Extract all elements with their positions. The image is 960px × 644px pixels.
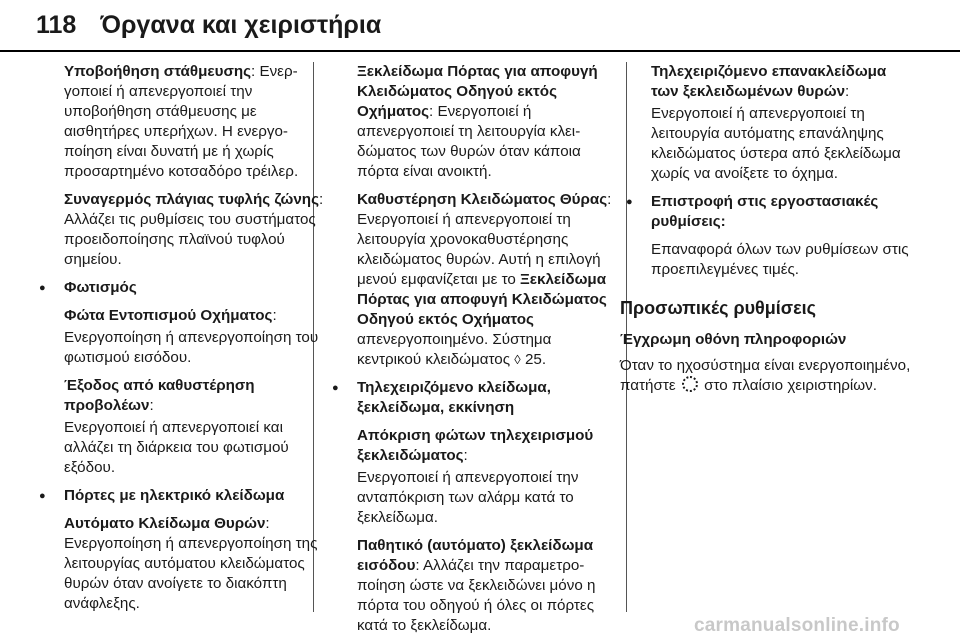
text: : xyxy=(463,447,468,464)
header-rule xyxy=(0,50,960,52)
paragraph-blind-zone xyxy=(64,190,324,270)
paragraph-delayed-door-lock xyxy=(357,190,619,370)
settings-icon xyxy=(682,376,698,392)
text: Ενεργοποίηση ή απενεργοποίηση του φωτισμού εισόδου. xyxy=(64,329,319,366)
page-header xyxy=(36,6,381,44)
term-delayed-lock: Καθυστέρηση Κλειδώματος Θύρας xyxy=(357,191,608,208)
term-exit-lighting: Έξοδος από καθυστέρηση προβολέων xyxy=(64,377,255,414)
column-1 xyxy=(64,62,324,622)
watermark: carmanualsonline.info xyxy=(694,615,900,636)
text: στο πλαίσιο χειριστηρίων. xyxy=(699,377,877,394)
text: Ενεργοποιεί ή απενεργοποιεί και αλλάζει τη διάρκεια του φωτισμού εξόδου. xyxy=(64,419,289,476)
text: : Ενεργοποιεί ή απενεργοποιεί τη λειτουργία κλειδώματος των θυρών όταν κάποια πόρτα είναι ανοικτή. xyxy=(357,103,581,180)
paragraph-locator-lights xyxy=(64,306,324,326)
reference-arrow-icon: ◊ xyxy=(514,352,521,367)
term-anti-lockout-ref: Ξεκλείδωμα Πόρτας για αποφυγή Κλειδώματος Οδηγού εκτός Οχήματος xyxy=(357,271,607,328)
term-factory-reset: Επιστροφή στις εργοστασιακές ρυθμίσεις xyxy=(651,193,879,230)
paragraph-open-door-anti-lockout xyxy=(357,62,619,182)
paragraph-remote-relock xyxy=(651,62,913,102)
text: : xyxy=(149,397,154,414)
page-number: 118 xyxy=(36,11,77,39)
bullet-remote-lock: ● Τηλεχειριζόμενο κλείδωμα, ξεκλείδωμα, εκκίνηση xyxy=(357,378,619,418)
paragraph-auto-door-lock xyxy=(64,514,324,614)
text: : xyxy=(272,307,277,324)
term-anti-lockout: Ξεκλείδωμα Πόρτας για αποφυγή Κλειδώματος Οδηγού εκτός Οχήματος xyxy=(357,63,598,120)
text: : Ενεργοποιεί ή απενεργοποιεί τη λειτουργία χρονοκαθυστέρησης κλειδώματος θυρών. Αυτή η επιλογή μενού εμφανίζεται με το xyxy=(357,191,612,288)
term-remote-unlock-light: Απόκριση φώτων τηλεχειρισμού ξεκλειδώματος xyxy=(357,427,594,464)
sub-heading: Έγχρωμη οθόνη πληροφοριών xyxy=(620,331,847,348)
paragraph-passive-unlock xyxy=(357,536,619,636)
text: Ενεργοποιεί ή απενεργοποιεί τη λειτουργία αυτόματης επανάληψης κλειδώματος ύστερα από ξεκλείδωμα χωρίς να ανοίξετε το όχημα. xyxy=(651,105,901,182)
column-3 xyxy=(620,62,913,404)
text: Ενεργοποιεί ή απενεργοποιεί την ανταπόκριση των αλάρμ κατά το ξεκλείδωμα. xyxy=(357,469,579,526)
paragraph-parking-assist xyxy=(64,62,324,182)
term-parking-assist: Υποβοήθηση στάθμευσης xyxy=(64,63,252,80)
term-auto-door-lock: Αυτόματο Κλείδωμα Θυρών xyxy=(64,515,266,532)
bullet-lighting: ● Φωτισμός xyxy=(64,278,324,298)
bullet-factory-reset xyxy=(651,192,913,232)
text: : Ενεργοποίηση ή απενεργοποίηση της λειτουργίας αυτόματου κλειδώματος θυρών όταν ανοίγετε το διακόπτη ανάφλεξης. xyxy=(64,515,318,612)
column-2 xyxy=(357,62,619,644)
term-locator-lights: Φώτα Εντοπισμού Οχήματος xyxy=(64,307,273,324)
bullet-power-door-locks: ● Πόρτες με ηλεκτρικό κλείδωμα xyxy=(64,486,324,506)
paragraph-remote-unlock-light xyxy=(357,426,619,466)
section-heading: Προσωπικές ρυθμίσεις xyxy=(620,298,817,318)
text: : Αλλάζει τις ρυθμίσεις του συστήματος προειδοποίησης πλαϊνού τυφλού σημείου. xyxy=(64,191,324,268)
chapter-title: Όργανα και χειριστήρια xyxy=(100,11,382,39)
term-blind-zone: Συναγερμός πλάγιας τυφλής ζώνης xyxy=(64,191,319,208)
text: : Ενεργοποιεί ή απενεργοποιεί την υποβοήθηση στάθμευσης με αισθητήρες υπερήχων. Η ενεργοποίηση είναι δυνατή με ή χωρίς προσαρτημένο κοτσαδόρο τρέιλερ. xyxy=(64,63,299,180)
text: : xyxy=(845,83,850,100)
term-passive-unlock: Παθητικό (αυτόματο) ξεκλείδωμα εισόδου xyxy=(357,537,594,574)
text: : Αλλάζει την παραμετροποίηση ώστε να ξεκλειδώνει μόνο η πόρτα του οδηγού ή όλες οι πόρτες κατά το ξεκλείδωμα. xyxy=(357,557,596,634)
text: απενεργοποιημένο. Σύστημα κεντρικού κλειδώματος xyxy=(357,331,552,368)
paragraph-exit-lighting xyxy=(64,376,324,416)
paragraph-color-display xyxy=(620,356,913,396)
text: Επαναφορά όλων των ρυθμίσεων στις προεπιλεγμένες τιμές. xyxy=(651,241,909,278)
term-remote-relock: Τηλεχειριζόμενο επανακλείδωμα των ξεκλειδωμένων θυρών xyxy=(651,63,887,100)
text: : xyxy=(720,213,726,230)
text: Όταν το ηχοσύστημα είναι ενεργοποιημένο, πατήστε xyxy=(620,357,911,394)
page-reference: 25. xyxy=(520,351,547,368)
